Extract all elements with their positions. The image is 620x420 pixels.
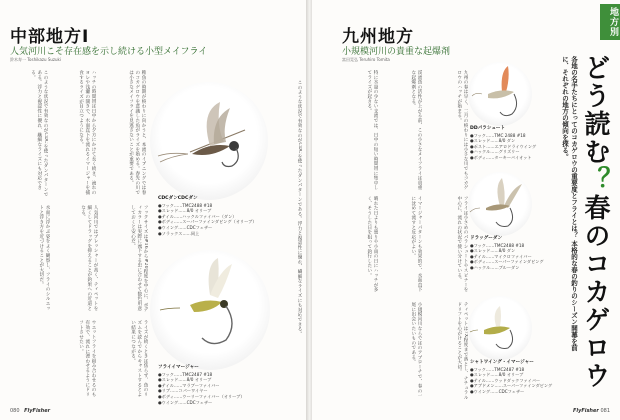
fly-photo-circle-4	[468, 172, 532, 236]
fly-spec-row: ●ウイング……CDCフェザー	[158, 224, 213, 230]
headline-part1: どう読む	[580, 54, 610, 166]
body-column-1: 九州の春は早く、二月の終わりには小さな川でもコカゲロウのハッチが始まる。	[456, 70, 468, 190]
page-footer-left	[10, 408, 50, 414]
fly-photo-circle-2	[150, 250, 270, 370]
fly-spec-row: ●ウイング……CDCフェザー	[470, 388, 525, 394]
body-column-8: 小規模河川ならではのアプローチで、春の一尾に出会いたいものである。	[410, 302, 422, 398]
lede-line-1: 各地の名手たちにとってのコカゲロウの重要度とフライとは？	[570, 56, 578, 238]
author-name: 鈴木寿一	[10, 57, 26, 62]
magazine-name: FlyFisher	[572, 408, 599, 414]
magazine-name: FlyFisher	[24, 408, 51, 414]
author-romaji: Toshikazu Suzuki	[27, 57, 61, 62]
fly-spec-row: ●フック……TMC2487 #18	[470, 366, 525, 372]
fly-caption-3	[470, 126, 546, 161]
question-mark: ？	[580, 166, 610, 194]
fly-caption-4	[470, 236, 546, 271]
fly-spec-row: ●フック……TMC2488 #18	[470, 242, 525, 248]
fly-spec-row: ●ソラックス……同上	[158, 230, 200, 236]
body-column-4: フライは小さめのパラシュートやスピナーを中心に、流れの状況で使い分けている。	[456, 196, 468, 292]
body-column-5: イマージャーパターンも効果的で、水面直下に沈めて流すと反応がよい。	[410, 196, 422, 292]
fly-spec-row: ●スレッド……8/0 ダン	[470, 138, 516, 144]
body-column-6: 水面に浮かぶ姿をよく観察し、フライのシルエットと浮き方を近づけることが大切だ。	[38, 205, 50, 311]
body-column-3: 特に水量の少ない支流では、日中の短い時間帯に集中してライズが起きる。	[366, 70, 378, 190]
author-name: 富田晃弘	[342, 57, 358, 62]
fly-caption-5	[470, 360, 553, 395]
body-column-2: ハッチの時間帯は日中から夕方にかけて長く続き、流れのヨレや浅瀬の開きで、水面直下を流れるイマージャーを捕食するライズが目立つようになる。	[78, 70, 96, 195]
fly-spec-row: ●ハックル……ブルーダン	[470, 264, 520, 270]
body-column-4: フックサイズは#16から#20程度を中心に、ボディカラーは実際に流下する虫に合わせて数色用意しておくと安心だ。	[130, 205, 148, 312]
fly-spec-row: ●テイル……マイクロファイバー	[470, 253, 532, 259]
body-column-7: ライズが続くときは焦らず、魚のリズムを読んでからキャストするとよい結果につながる。	[130, 320, 148, 397]
fly-caption-2	[158, 365, 268, 405]
dd-parachute-fly-image	[468, 62, 532, 126]
emerger-fly-image	[150, 250, 270, 370]
fly-spec-row: ●ボディ……ターキーバイオット	[470, 154, 532, 160]
fly-spec-row: ●ウイング……CDCフェザー	[158, 399, 213, 405]
body-column-3: このような状況で有効なのがCDCを使ったダンパターンである。浮力と視認性に優れ、繊細なライズにも対応できる。	[30, 70, 48, 197]
feature-headline	[580, 54, 610, 394]
fly-name-1: CDCダンCDCダン	[158, 196, 198, 201]
cdc-dun-fly-image	[150, 82, 268, 200]
fly-spec-row: ●テイル……ハックルファイバー（ダン）	[158, 213, 237, 219]
fly-spec-row: ●スレッド……8/0 オリーブ	[470, 372, 524, 378]
shuttle-wing-emerger-fly-image	[468, 296, 532, 360]
left-page	[0, 0, 307, 420]
fly-spec-row: ●ポスト……エアロドライウイング	[470, 143, 537, 149]
fly-spec-row: ●リブ……コパーワイヤー	[158, 388, 208, 394]
fly-spec-row: ●スレッド……8/0 オリーブ	[158, 208, 212, 214]
fly-spec-row: ●スレッド……8/0 オリーブ	[158, 377, 212, 383]
fly-spec-row: ●フック……TMC2488 #18	[158, 202, 213, 208]
drag-dun-fly-image	[468, 172, 532, 236]
body-column-1: 稚魚の時期が終わりに向かうと、本流のイブニングでは春のコカゲロウを意識した魚がライズを始める。春先の川では小さなメイフライを見逃さないことが重要である。	[128, 70, 146, 195]
body-column-5: 人気河川ではプレッシャーが高く、ティペットを細くしてドラッグを抑えることが釣果への近道となる。	[80, 205, 98, 311]
fly-spec-row: ●フック……TMC2487 #18	[158, 371, 213, 377]
body-column-2: 渓流魚の活性が上がる前、この小さなメイフライは貴重な起爆剤となる。	[410, 70, 422, 190]
page-footer-right	[570, 408, 610, 414]
section-title-chubu: 中部地方Ⅰ	[10, 27, 90, 47]
section-subtitle-kyushu: 小規模河川の貴重な起爆剤	[342, 47, 451, 57]
body-column-outer: このような状況で有効なのがCDCを使ったダンパターンである。浮力と視認性に優れ、繊細なライズにも対応できる。	[297, 80, 302, 337]
category-tag: 地方別	[600, 4, 620, 40]
author-romaji: Teruhiro Tomita	[359, 57, 390, 62]
body-column-8: ウエットフライを組み合わせるのも有効で、流れに漂わせるようにドリフトさせたい。	[78, 320, 96, 397]
fly-spec-row: ●テイル……ウッドダックファイバー	[470, 377, 541, 383]
body-column-7: ティペットは7X程度まで落とし、ナチュラルドリフトを心がけることが大切。	[456, 302, 468, 400]
fly-photo-circle-1	[150, 82, 268, 200]
author-kyushu	[342, 57, 390, 62]
lede-line-2: 本格的な春の釣りのシーズン開幕を前に、それぞれの地方の傾向を探る。	[561, 56, 578, 351]
fly-spec-row: ●ボディ……スーパーファインダビング	[470, 259, 544, 265]
section-title-kyushu: 九州地方	[342, 27, 414, 47]
fly-photo-circle-5	[468, 296, 532, 360]
fly-spec-row: ●ボディ……ウーリーファイバー（オリーブ）	[158, 393, 245, 399]
fly-name-4: ドラッグーダン	[470, 236, 503, 241]
fly-spec-row: ●ハックル……グリズリー	[470, 149, 520, 155]
fly-name-5: シャトワイング・イマージャー	[470, 360, 534, 365]
page-number: 080	[10, 408, 20, 414]
feature-lede	[552, 56, 578, 356]
fly-spec-row: ●スレッド……8/0 ダン	[470, 248, 516, 254]
fly-spec-row: ●フック……TMC 2488 #18	[470, 132, 526, 138]
fly-name-2: フライイマージャー	[158, 365, 199, 370]
fly-caption-1	[158, 196, 268, 236]
fly-spec-row: ●ボディ……スーパーファインダビング（オリーブ）	[158, 219, 257, 225]
page-number: 081	[600, 408, 610, 414]
author-chubu	[10, 57, 61, 62]
right-page	[312, 0, 620, 420]
section-subtitle-chubu: 人気河川こそ存在感を示し続ける小型メイフライ	[10, 47, 208, 57]
fly-spec-row: ●テイル……マラブーファイバー	[158, 382, 220, 388]
fly-spec-row: ●アブドメン……スーパーファインダビング	[470, 383, 553, 389]
headline-part2: 春のコカゲロウ	[580, 194, 610, 390]
body-column-6: 晴れた日よりも曇りや小雨の日にハッチが多く、そうした日を狙って釣行したい。	[366, 196, 378, 292]
fly-photo-circle-3	[468, 62, 532, 126]
fly-name-3: DDパラシュート	[470, 126, 506, 131]
